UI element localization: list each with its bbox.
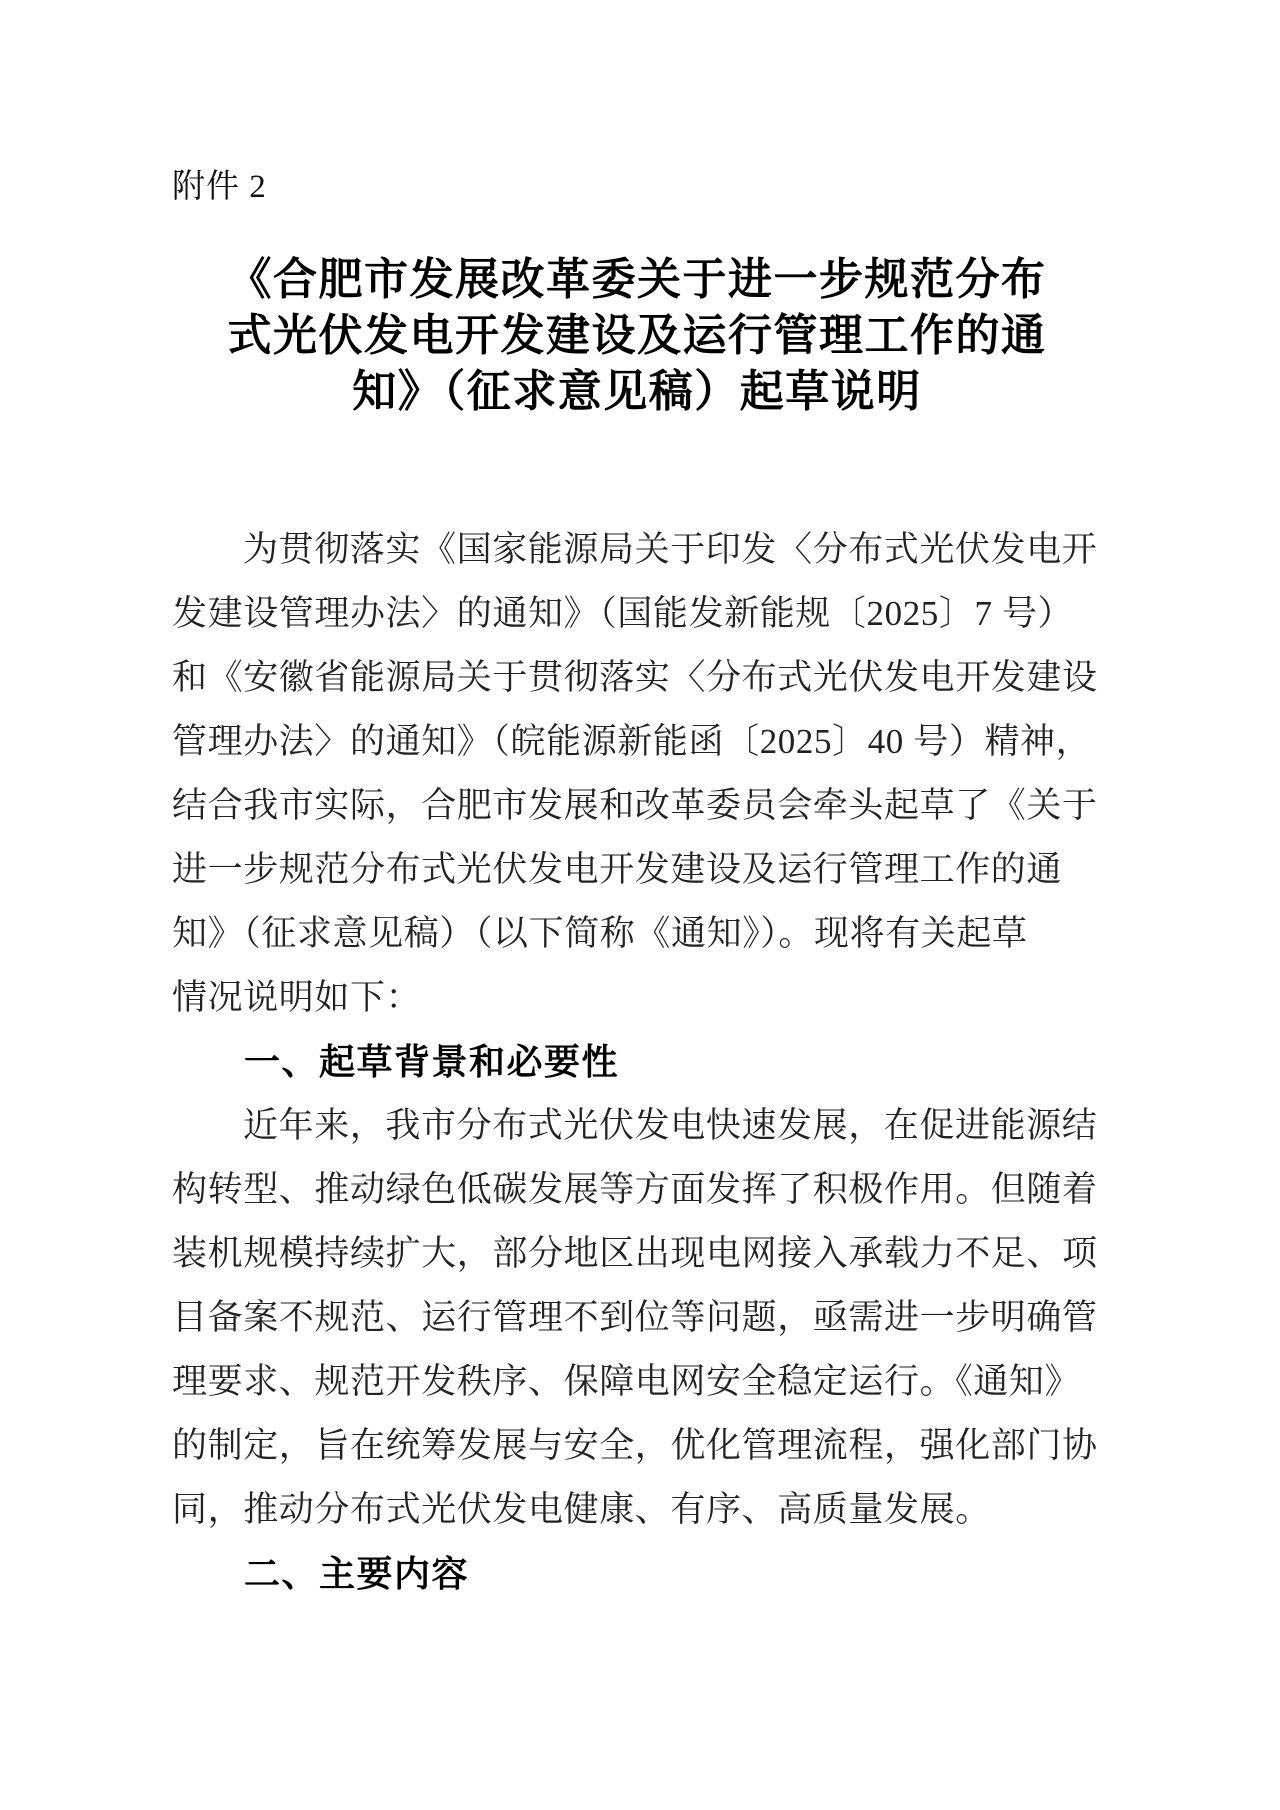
body-line: 为贯彻落实《国家能源局关于印发〈分布式光伏发电开 [243,530,1098,569]
body-line: 结合我市实际，合肥市发展和改革委员会牵头起草了《关于 [172,786,1098,825]
body-line: 发建设管理办法〉的通知》（国能发新能规〔2025〕7 号） [172,594,1074,633]
title-line-2: 式光伏发电开发建设及运行管理工作的通 [227,311,1047,360]
body-line: 近年来，我市分布式光伏发电快速发展，在促进能源结 [243,1106,1098,1145]
section-heading-1: 一、起草背景和必要性 [244,1041,620,1082]
attachment-label: 附件 2 [172,169,267,205]
body-line: 管理办法〉的通知》（皖能源新能函〔2025〕40 号）精神， [172,722,1092,761]
body-line: 进一步规范分布式光伏发电开发建设及运行管理工作的通 [172,850,1063,889]
document-title [172,252,1102,420]
body-line: 情况说明如下： [172,978,422,1017]
title-line-1: 《合肥市发展改革委关于进一步规范分布 [227,255,1047,304]
title-line-3: 知》（征求意见稿）起草说明 [352,367,922,416]
body-line: 构转型、推动绿色低碳发展等方面发挥了积极作用。但随着 [172,1170,1098,1209]
body-line: 理要求、规范开发秩序、保障电网安全稳定运行。《通知》 [172,1362,1081,1401]
body-line: 目备案不规范、运行管理不到位等问题，亟需进一步明确管 [172,1298,1098,1337]
section-heading-2: 二、主要内容 [244,1553,470,1594]
body-line: 同，推动分布式光伏发电健康、有序、高质量发展。 [172,1490,991,1529]
body-line: 装机规模持续扩大，部分地区出现电网接入承载力不足、项 [172,1234,1098,1273]
document-body [172,518,1102,1606]
body-line: 的制定，旨在统筹发展与安全，优化管理流程，强化部门协 [172,1426,1098,1465]
body-line: 知》（征求意见稿）（以下简称《通知》）。现将有关起草 [172,914,1028,953]
body-line: 和《安徽省能源局关于贯彻落实〈分布式光伏发电开发建设 [172,658,1098,697]
